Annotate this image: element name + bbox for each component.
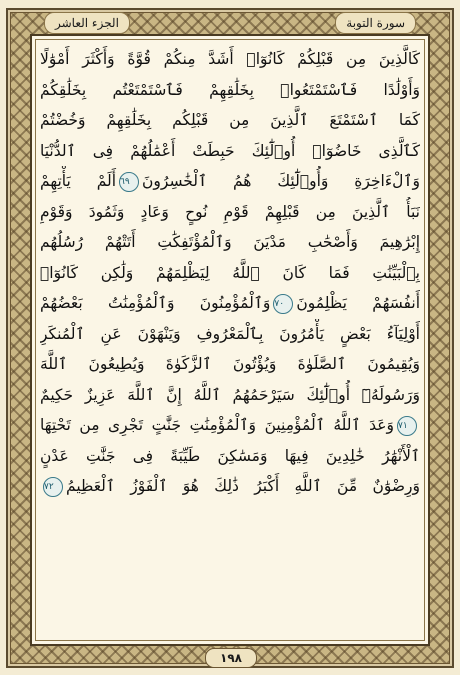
verse-text: ٱلْأَنْهَٰرُ خَٰلِدِينَ فِيهَا وَمَسَٰكِنَ طَيِّبَةً فِى جَنَّٰتِ عَدْنٍ (40, 446, 420, 465)
verse-text: أَوْلِيَآءُ بَعْضٍ يَأْمُرُونَ بِٱلْمَعْرُوفِ وَيَنْهَوْنَ عَنِ ٱلْمُنكَرِ (40, 324, 420, 343)
verse-text: وَٱلْءَاخِرَةِ وَأُو۟لَٰٓئِكَ هُمُ ٱلْخَٰسِرُونَ (142, 172, 420, 190)
verse-line (40, 380, 420, 411)
verse-line (40, 471, 420, 502)
verse-text: أَنفُسَهُمْ يَظْلِمُونَ (296, 294, 420, 312)
verse-line (40, 166, 420, 197)
ayah-number-marker: ٧٠ (273, 294, 293, 314)
verse-text: كَالَّذِينَ مِن قَبْلِكُمْ كَانُوٓا۟ أَشَدَّ مِنكُمْ قُوَّةً وَأَكْثَرَ أَمْوَٰلًا (40, 50, 420, 68)
verse-line (40, 227, 420, 258)
verse-line (40, 410, 420, 441)
verse-text: أَلَمْ يَأْتِهِمْ (40, 172, 117, 190)
verse-line (40, 258, 420, 289)
verse-text: كَٱلَّذِى خَاضُوٓا۟ أُو۟لَٰٓئِكَ حَبِطَتْ أَعْمَٰلُهُمْ فِى ٱلدُّنْيَا (40, 141, 420, 160)
verse-line (40, 319, 420, 350)
verse-line (40, 75, 420, 106)
verse-line (40, 288, 420, 319)
verse-line (40, 105, 420, 136)
verse-line (40, 136, 420, 167)
verse-text: وَرَسُولَهُۥٓ أُو۟لَٰٓئِكَ سَيَرْحَمُهُمُ ٱللَّهُ إِنَّ ٱللَّهَ عَزِيزٌ حَكِيمٌ (40, 385, 420, 404)
verse-text: بِٱلْبَيِّنَٰتِ فَمَا كَانَ ٱللَّهُ لِيَظْلِمَهُمْ وَلَٰكِن كَانُوٓا۟ (40, 263, 420, 282)
page-number: ١٩٨ (205, 648, 257, 668)
surah-label: سورة التوبة (335, 12, 416, 34)
juz-label: الجزء العاشر (44, 12, 130, 34)
verse-text: وَرِضْوَٰنٌ مِّنَ ٱللَّهِ أَكْبَرُ ذَٰلِكَ هُوَ ٱلْفَوْزُ ٱلْعَظِيمُ (66, 477, 420, 495)
verse-line (40, 349, 420, 380)
verse-text: وَيُقِيمُونَ ٱلصَّلَوٰةَ وَيُؤْتُونَ ٱلزَّكَوٰةَ وَيُطِيعُونَ ٱللَّهَ (40, 355, 420, 373)
ayah-number-marker: ٧١ (397, 416, 417, 436)
ayah-number-marker: ٧٢ (43, 477, 63, 497)
verse-line (40, 197, 420, 228)
verse-text: إِبْرَٰهِيمَ وَأَصْحَٰبِ مَدْيَنَ وَٱلْمُؤْتَفِكَٰتِ أَتَتْهُمْ رُسُلُهُم (40, 233, 420, 251)
ayah-number-marker: ٦٩ (119, 172, 139, 192)
verse-text: وَأَوْلَٰدًا فَٱسْتَمْتَعُوا۟ بِخَلَٰقِهِمْ فَٱسْتَمْتَعْتُم بِخَلَٰقِكُمْ (40, 80, 420, 99)
verse-line (40, 441, 420, 472)
verse-text: كَمَا ٱسْتَمْتَعَ ٱلَّذِينَ مِن قَبْلِكُم بِخَلَٰقِهِمْ وَخُضْتُمْ (40, 111, 420, 129)
verse-text: وَٱلْمُؤْمِنُونَ وَٱلْمُؤْمِنَٰتُ بَعْضُهُمْ (40, 294, 271, 312)
verse-text: وَعَدَ ٱللَّهُ ٱلْمُؤْمِنِينَ وَٱلْمُؤْمِنَٰتِ جَنَّٰتٍ تَجْرِى مِن تَحْتِهَا (40, 416, 394, 434)
verse-text-area (40, 44, 420, 634)
verse-line (40, 44, 420, 75)
verse-text: نَبَأُ ٱلَّذِينَ مِن قَبْلِهِمْ قَوْمِ نُوحٍ وَعَادٍ وَثَمُودَ وَقَوْمِ (40, 202, 420, 221)
